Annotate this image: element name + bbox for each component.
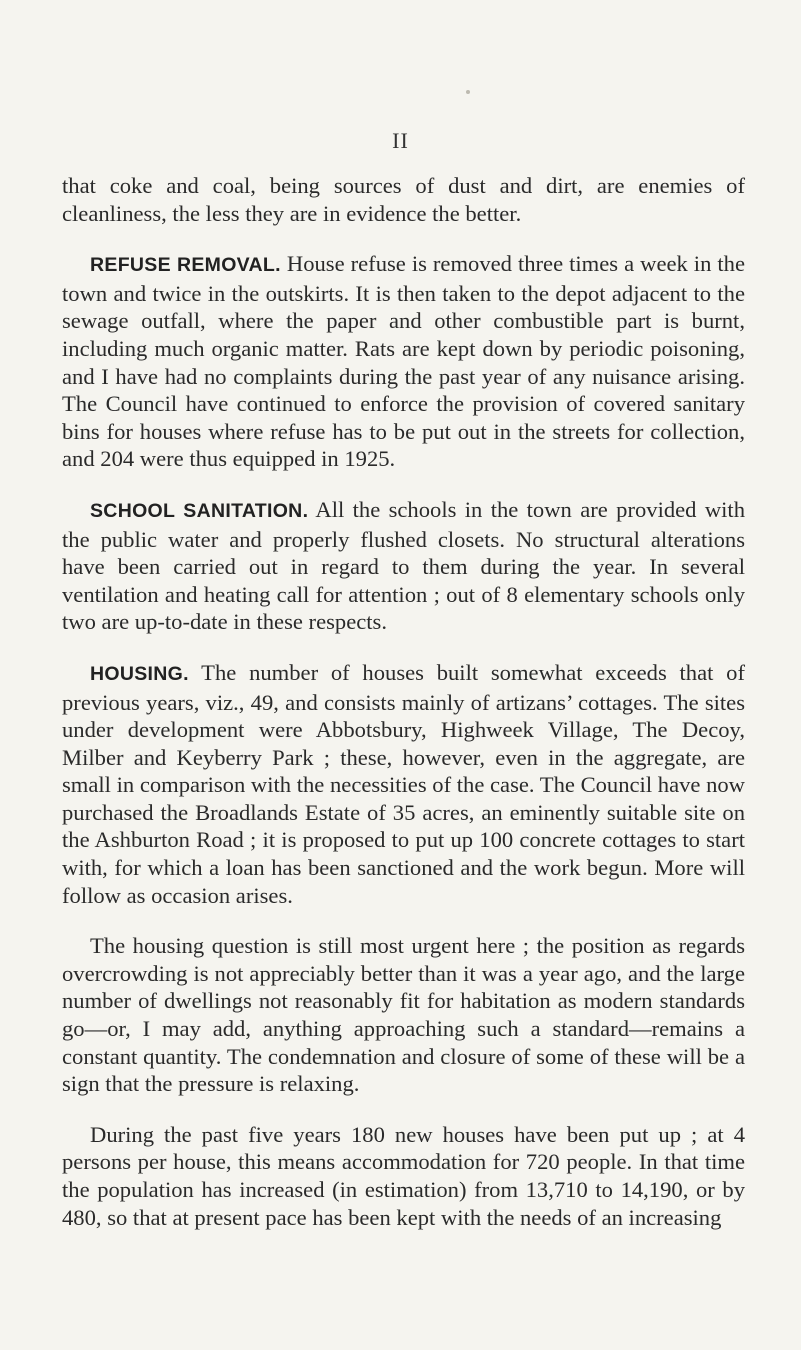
paragraph-text: that coke and coal, being sources of dust and dirt, are enemies of cleanliness, the less they are in evidence the better. bbox=[62, 173, 745, 226]
paragraph-text: During the past five years 180 new houses have been put up ; at 4 persons per house, this means accommodation for 720 people. In that time the population has increased (in estimation) from 13,710 to 14,190, or by 480, so that at present pace has been kept with the needs of an increasing bbox=[62, 1121, 745, 1230]
section-heading-school-sanitation: SCHOOL SANITATION. bbox=[90, 499, 309, 522]
page-number: II bbox=[392, 128, 409, 153]
paragraph-school-sanitation bbox=[62, 496, 745, 636]
paragraph-continuation bbox=[62, 172, 745, 227]
paper-speck bbox=[466, 90, 470, 94]
paragraph-text: The housing question is still most urgent here ; the position as regards overcrowding is not appreciably better than it was a year ago, and the large number of dwellings not reasonably fit for habitation as modern standards go—or, I may add, anything approaching such a standard—remains a constant quantity. The condemnation and closure of some of these will be a sign that the pressure is relaxing. bbox=[62, 933, 745, 1097]
section-heading-refuse-removal: REFUSE REMOVAL. bbox=[90, 254, 281, 277]
paragraph-housing bbox=[62, 659, 745, 909]
paragraph-new-houses bbox=[62, 1121, 745, 1231]
paragraph-text: All the schools in the town are provided with the public water and properly flushed closets. No structural alterations have been carried out in regard to them during the year. In several ventilation and heating call for attention ; out of 8 elementary schools only two are up-to-date in these respects. bbox=[62, 496, 745, 635]
paragraph-text: The number of houses built somewhat exceeds that of previous years, viz., 49, and consists mainly of artizans’ cottages. The sites under development were Abbotsbury, Highweek Village, The Decoy, Milber and Keyberry Park ; these, however, even in the aggregate, are small in comparison with the necessities of the case. The Council have now purchased the Broadlands Estate of 35 acres, an eminently suitable site on the Ashburton Road ; it is proposed to put up 100 concrete cottages to start with, for which a loan has been sanctioned and the work begun. More will follow as occasion arises. bbox=[62, 659, 745, 908]
paragraph-text: House refuse is removed three times a week in the town and twice in the outskirts. It is then taken to the depot adjacent to the sewage outfall, where the paper and other combustible part is burnt, including much organic matter. Rats are kept down by periodic poisoning, and I have had no complaints during the past year of any nuisance arising. The Council have continued to enforce the provision of covered sanitary bins for houses where refuse has to be put out in the streets for collection, and 204 were thus equipped in 1925. bbox=[62, 251, 745, 472]
paragraph-housing-question bbox=[62, 932, 745, 1098]
section-heading-housing: HOUSING. bbox=[90, 662, 189, 685]
paragraph-refuse-removal bbox=[62, 250, 745, 473]
body-text bbox=[62, 172, 745, 1254]
